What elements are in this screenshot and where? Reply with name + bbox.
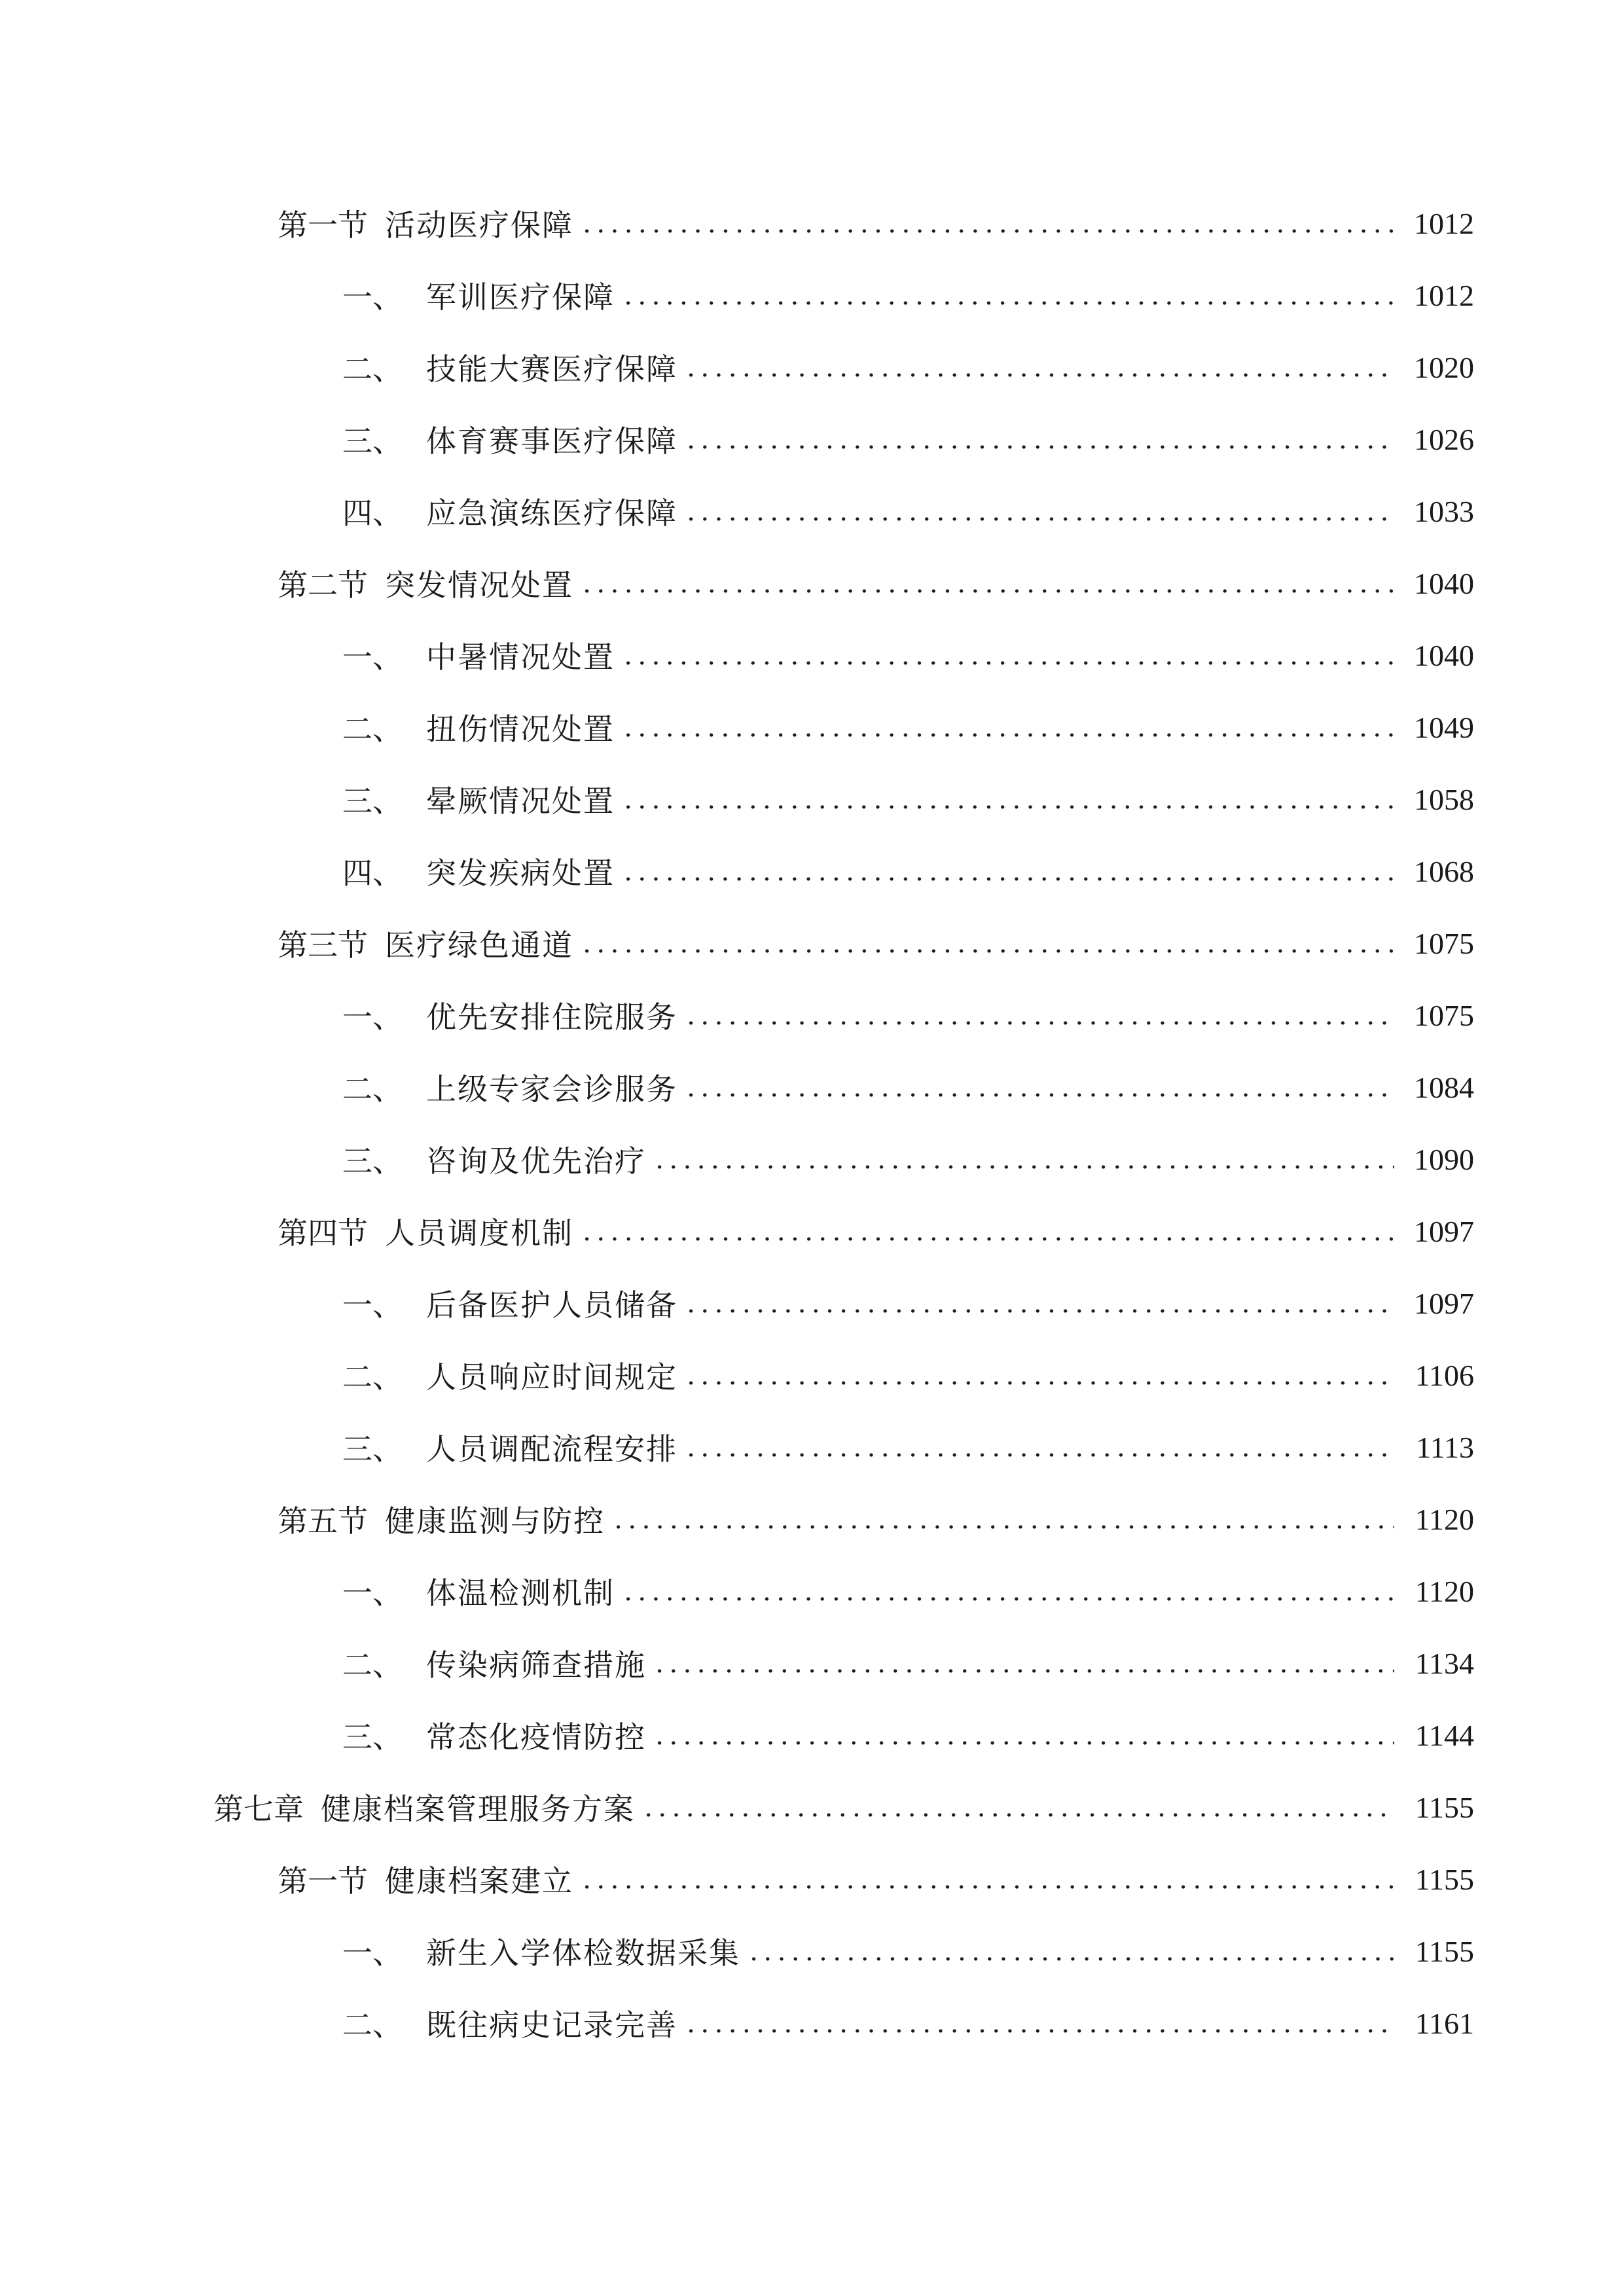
toc-entry-page-number: 1040 (1414, 566, 1474, 600)
toc-entry-item[interactable] (0, 259, 1624, 331)
toc-entry-item[interactable] (0, 1915, 1624, 1987)
toc-entry-title: 中暑情况处置 (426, 639, 615, 675)
dot-leader (653, 1720, 1394, 1750)
toc-entry-page-number: 1058 (1414, 782, 1474, 816)
toc-entry-number: 三、 (342, 783, 403, 819)
toc-entry-title: 技能大赛医疗保障 (426, 351, 677, 387)
toc-entry-number: 二、 (342, 1359, 403, 1395)
dot-leader (653, 1648, 1394, 1678)
toc-entry-item[interactable] (0, 835, 1624, 907)
toc-entry-title: 传染病筛查措施 (426, 1647, 646, 1683)
toc-entry-page-number: 1084 (1414, 1070, 1474, 1104)
toc-entry-item[interactable] (0, 979, 1624, 1051)
dot-leader (621, 1576, 1394, 1606)
toc-entry-number: 一、 (342, 279, 403, 315)
toc-entry-page-number: 1040 (1414, 638, 1474, 672)
toc-entry-title: 既往病史记录完善 (426, 2007, 677, 2043)
dot-leader (580, 208, 1394, 238)
toc-entry-title: 晕厥情况处置 (426, 783, 615, 819)
toc-entry-page-number: 1155 (1415, 1862, 1474, 1896)
toc-entry-page-number: 1106 (1415, 1358, 1474, 1392)
toc-entry-item[interactable] (0, 1123, 1624, 1195)
toc-entry-title: 应急演练医疗保障 (426, 495, 677, 531)
toc-entry-number: 四、 (342, 855, 403, 891)
toc-entry-item[interactable] (0, 1267, 1624, 1339)
toc-entry-page-number: 1012 (1414, 206, 1474, 240)
toc-entry-section[interactable] (0, 547, 1624, 619)
toc-entry-number: 二、 (342, 711, 403, 747)
toc-entry-item[interactable] (0, 1699, 1624, 1771)
toc-entry-page-number: 1026 (1414, 422, 1474, 456)
toc-entry-number: 四、 (342, 495, 403, 531)
toc-entry-number: 第一节 (278, 1863, 368, 1899)
toc-entry-item[interactable] (0, 1555, 1624, 1627)
dot-leader (641, 1792, 1394, 1822)
table-of-contents (0, 187, 1624, 2059)
toc-entry-page-number: 1012 (1414, 278, 1474, 312)
dot-leader (684, 1288, 1394, 1318)
toc-entry-number: 一、 (342, 1287, 403, 1323)
toc-entry-title: 常态化疫情防控 (426, 1719, 646, 1755)
toc-entry-title: 健康档案建立 (385, 1863, 573, 1899)
toc-entry-number: 二、 (342, 1071, 403, 1107)
toc-entry-number: 三、 (342, 1719, 403, 1755)
dot-leader (747, 1936, 1394, 1966)
toc-entry-number: 第三节 (278, 927, 368, 963)
toc-entry-title: 活动医疗保障 (385, 207, 573, 243)
dot-leader (684, 1432, 1394, 1462)
toc-entry-title: 优先安排住院服务 (426, 999, 677, 1035)
dot-leader (611, 1504, 1394, 1534)
toc-entry-page-number: 1097 (1414, 1214, 1474, 1248)
dot-leader (621, 784, 1394, 814)
toc-entry-page-number: 1075 (1414, 926, 1474, 960)
toc-entry-title: 咨询及优先治疗 (426, 1143, 646, 1179)
toc-entry-page-number: 1120 (1415, 1574, 1474, 1608)
dot-leader (621, 856, 1394, 886)
toc-entry-number: 二、 (342, 2007, 403, 2043)
dot-leader (580, 568, 1394, 598)
toc-entry-title: 人员响应时间规定 (426, 1359, 677, 1395)
toc-entry-title: 后备医护人员储备 (426, 1287, 677, 1323)
dot-leader (580, 928, 1394, 958)
toc-entry-number: 一、 (342, 999, 403, 1035)
toc-entry-title: 医疗绿色通道 (385, 927, 573, 963)
dot-leader (621, 640, 1394, 670)
toc-entry-title: 人员调度机制 (385, 1215, 573, 1251)
toc-entry-page-number: 1144 (1415, 1718, 1474, 1752)
toc-entry-page-number: 1161 (1415, 2006, 1474, 2040)
dot-leader (684, 496, 1394, 526)
toc-entry-title: 健康档案管理服务方案 (321, 1791, 635, 1827)
toc-entry-item[interactable] (0, 619, 1624, 691)
toc-entry-page-number: 1049 (1414, 710, 1474, 744)
toc-entry-number: 第五节 (278, 1503, 368, 1539)
dot-leader (621, 712, 1394, 742)
toc-entry-title: 突发疾病处置 (426, 855, 615, 891)
toc-entry-item[interactable] (0, 1987, 1624, 2059)
toc-entry-page-number: 1090 (1414, 1142, 1474, 1176)
toc-entry-number: 三、 (342, 423, 403, 459)
dot-leader (684, 1000, 1394, 1030)
toc-entry-number: 三、 (342, 1431, 403, 1467)
dot-leader (684, 1360, 1394, 1390)
toc-entry-page-number: 1113 (1416, 1430, 1474, 1464)
toc-entry-title: 突发情况处置 (385, 567, 573, 603)
toc-entry-item[interactable] (0, 403, 1624, 475)
toc-entry-item[interactable] (0, 763, 1624, 835)
toc-entry-page-number: 1020 (1414, 350, 1474, 384)
toc-entry-page-number: 1120 (1415, 1502, 1474, 1536)
toc-entry-number: 三、 (342, 1143, 403, 1179)
dot-leader (684, 352, 1394, 382)
toc-entry-item[interactable] (0, 1051, 1624, 1123)
toc-entry-title: 上级专家会诊服务 (426, 1071, 677, 1107)
dot-leader (653, 1144, 1394, 1174)
toc-entry-page-number: 1033 (1414, 494, 1474, 528)
toc-entry-page-number: 1155 (1415, 1934, 1474, 1968)
toc-entry-section[interactable] (0, 907, 1624, 979)
toc-entry-section[interactable] (0, 1843, 1624, 1915)
toc-entry-title: 人员调配流程安排 (426, 1431, 677, 1467)
toc-entry-number: 第二节 (278, 567, 368, 603)
toc-entry-page-number: 1134 (1415, 1646, 1474, 1680)
toc-entry-title: 体温检测机制 (426, 1575, 615, 1611)
toc-entry-number: 第七章 (213, 1791, 304, 1827)
toc-entry-title: 军训医疗保障 (426, 279, 615, 315)
dot-leader (684, 1072, 1394, 1102)
toc-entry-number: 二、 (342, 1647, 403, 1683)
toc-entry-title: 扭伤情况处置 (426, 711, 615, 747)
toc-entry-item[interactable] (0, 1627, 1624, 1699)
toc-entry-number: 二、 (342, 351, 403, 387)
toc-entry-chapter[interactable] (0, 1771, 1624, 1843)
toc-entry-page-number: 1068 (1414, 854, 1474, 888)
toc-entry-page-number: 1155 (1415, 1790, 1474, 1824)
toc-entry-number: 第四节 (278, 1215, 368, 1251)
toc-entry-item[interactable] (0, 691, 1624, 763)
toc-entry-title: 体育赛事医疗保障 (426, 423, 677, 459)
toc-entry-section[interactable] (0, 1195, 1624, 1267)
toc-entry-number: 一、 (342, 639, 403, 675)
toc-entry-page-number: 1097 (1414, 1286, 1474, 1320)
toc-entry-number: 第一节 (278, 207, 368, 243)
toc-entry-section[interactable] (0, 1483, 1624, 1555)
toc-entry-title: 健康监测与防控 (385, 1503, 605, 1539)
toc-entry-section[interactable] (0, 187, 1624, 259)
dot-leader (684, 2008, 1394, 2038)
toc-entry-number: 一、 (342, 1575, 403, 1611)
toc-entry-title: 新生入学体检数据采集 (426, 1935, 740, 1971)
toc-entry-item[interactable] (0, 1411, 1624, 1483)
dot-leader (684, 424, 1394, 454)
toc-entry-number: 一、 (342, 1935, 403, 1971)
dot-leader (621, 280, 1394, 310)
toc-entry-item[interactable] (0, 475, 1624, 547)
dot-leader (580, 1216, 1394, 1246)
toc-entry-item[interactable] (0, 1339, 1624, 1411)
dot-leader (580, 1864, 1394, 1894)
toc-entry-item[interactable] (0, 331, 1624, 403)
toc-entry-page-number: 1075 (1414, 998, 1474, 1032)
